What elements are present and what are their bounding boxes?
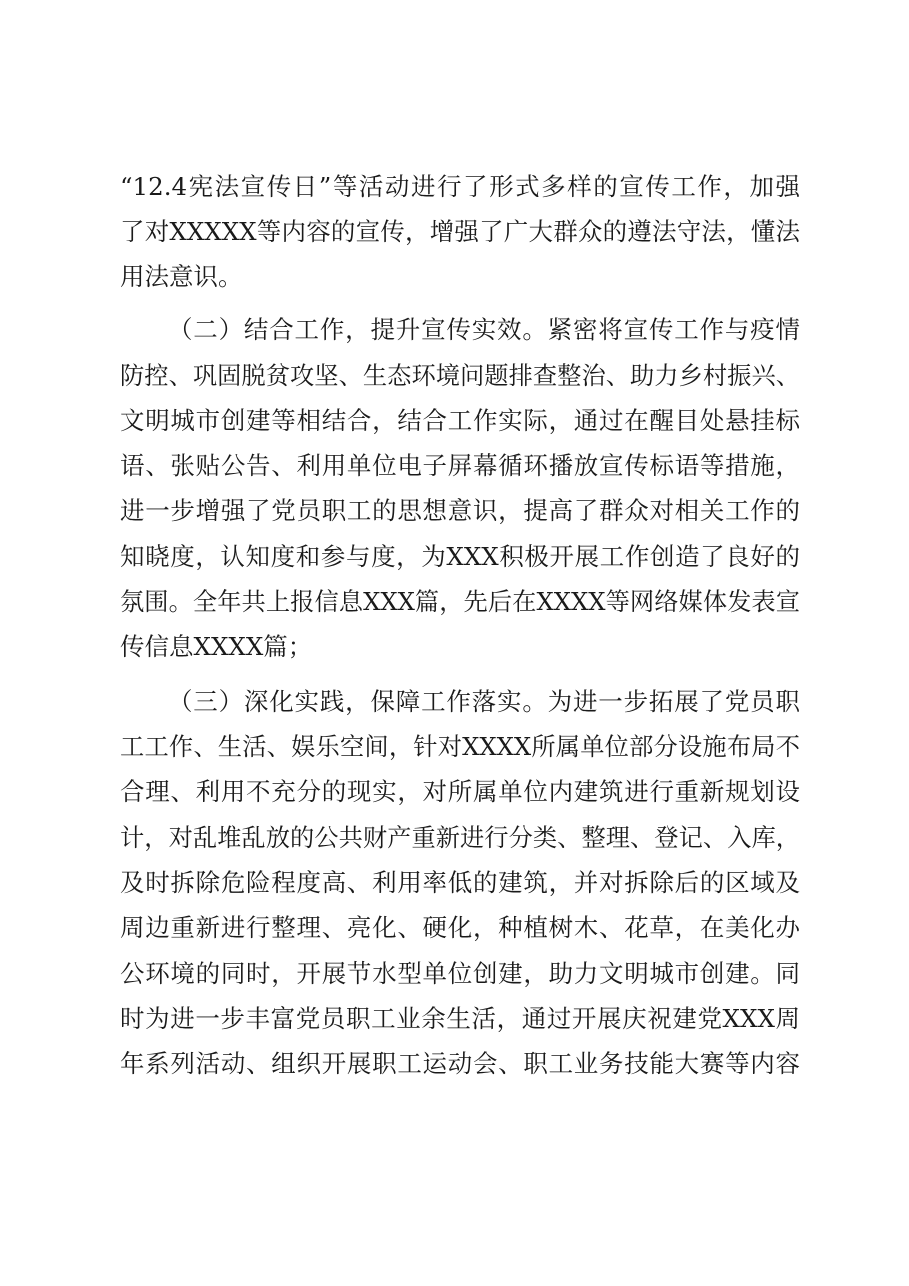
text-line: 公环境的同时，开展节水型单位创建，助力文明城市创建。同 [120, 959, 800, 988]
text-line: 计，对乱堆乱放的公共财产重新进行分类、整理、登记、入库， [120, 823, 800, 852]
text-line: 周边重新进行整理、亮化、硬化，种植树木、花草，在美化办 [120, 913, 800, 942]
text-line: 文明城市创建等相结合，结合工作实际，通过在醒目处悬挂标 [120, 406, 800, 435]
paragraph-heading-line: （三）深化实践，保障工作落实。为进一步拓展了党员职 [168, 687, 800, 716]
text-line: 防控、巩固脱贫攻坚、生态环境问题排查整治、助力乡村振兴、 [120, 361, 800, 390]
text-line: 合理、利用不充分的现实，对所属单位内建筑进行重新规划设 [120, 777, 800, 806]
text-line: 语、张贴公告、利用单位电子屏幕循环播放宣传标语等措施， [120, 451, 800, 480]
paragraph-heading-line: （二）结合工作，提升宣传实效。紧密将宣传工作与疫情 [168, 315, 800, 344]
text-line: 年系列活动、组织开展职工运动会、职工业务技能大赛等内容 [120, 1049, 800, 1078]
text-line: 时为进一步丰富党员职工业余生活，通过开展庆祝建党XXX周 [120, 1004, 800, 1033]
text-line: 了对XXXXX等内容的宣传，增强了广大群众的遵法守法，懂法 [120, 217, 800, 246]
text-line: 传信息XXXX篇； [120, 632, 313, 661]
text-line: 用法意识。 [120, 262, 243, 291]
text-line: 进一步增强了党员职工的思想意识，提高了群众对相关工作的 [120, 496, 800, 525]
text-line: 氛围。全年共上报信息XXX篇，先后在XXXX等网络媒体发表宣 [120, 587, 800, 616]
text-line: “12.4宪法宣传日”等活动进行了形式多样的宣传工作，加强 [120, 172, 800, 201]
text-line: 知晓度，认知度和参与度，为XXX积极开展工作创造了良好的 [120, 542, 800, 571]
text-line: 工工作、生活、娱乐空间，针对XXXX所属单位部分设施布局不 [120, 732, 800, 761]
text-line: 及时拆除危险程度高、利用率低的建筑，并对拆除后的区域及 [120, 868, 800, 897]
